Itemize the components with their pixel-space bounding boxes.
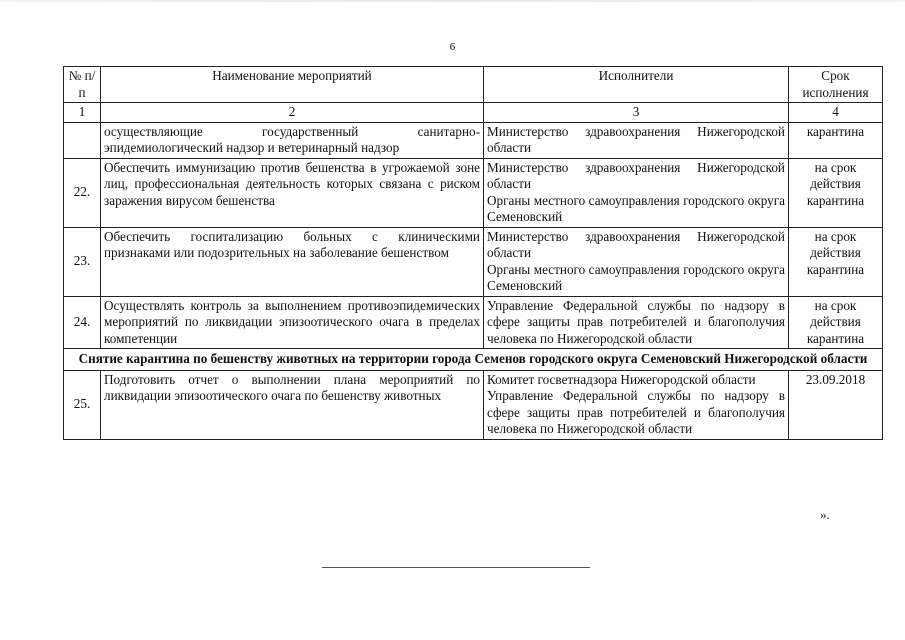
events-table (63, 66, 883, 440)
table-header-row (64, 67, 883, 103)
row-num: 22. (64, 158, 101, 227)
section-row (64, 349, 883, 371)
row-event-name: Осуществлять контроль за выполнением противоэпидемических мероприятий по ликвидации эпизоотического очага в пределах компетенции (101, 296, 484, 349)
row-executors (484, 296, 789, 349)
footer-divider (322, 567, 590, 568)
table-row (64, 122, 883, 158)
table-row (64, 296, 883, 349)
header-name: Наименование мероприятий (101, 67, 484, 103)
row-executors (484, 227, 789, 296)
row-executor: Управление Федеральной службы по надзору в сфере защиты прав потребителей и благополучия человека по Нижегородской области (487, 388, 785, 436)
header-term: Срок исполнения (789, 67, 883, 103)
column-number-row (64, 103, 883, 123)
row-term: на срок действия карантина (789, 227, 883, 296)
row-term: на срок действия карантина (789, 296, 883, 349)
column-number-4: 4 (789, 103, 883, 123)
row-executor: Министерство здравоохранения Нижегородской области (487, 159, 785, 191)
row-term: на срок действия карантина (789, 158, 883, 227)
row-executor: Министерство здравоохранения Нижегородской области (487, 123, 785, 155)
row-executors (484, 370, 789, 439)
row-term: 23.09.2018 (789, 370, 883, 439)
row-event-name: осуществляющие государственный санитарно-эпидемиологический надзор и ветеринарный надзор (101, 122, 484, 158)
table-row (64, 158, 883, 227)
row-executors (484, 122, 789, 158)
table-row (64, 227, 883, 296)
closing-quote-mark: ». (820, 507, 830, 522)
column-number-2: 2 (101, 103, 484, 123)
row-executor: Комитет госветнадзора Нижегородской области (487, 371, 756, 387)
row-event-name: Обеспечить госпитализацию больных с клиническими признаками или подозрительных на заболевание бешенством (101, 227, 484, 296)
row-executor: Органы местного самоуправления городского округа Семеновский (487, 261, 785, 293)
row-executor: Органы местного самоуправления городского округа Семеновский (487, 192, 785, 224)
row-num: 25. (64, 370, 101, 439)
column-number-3: 3 (484, 103, 789, 123)
row-num: 24. (64, 296, 101, 349)
page-number: 6 (449, 41, 456, 53)
table-row (64, 370, 883, 439)
row-num: 23. (64, 227, 101, 296)
header-executors: Исполнители (484, 67, 789, 103)
section-title: Снятие карантина по бешенству животных на территории города Семенов городского округа Семеновский Нижегородской области (64, 349, 883, 371)
row-event-name: Обеспечить иммунизацию против бешенства в угрожаемой зоне лиц, профессиональная деятельность которых связана с риском заражения вирусом бешенства (101, 158, 484, 227)
row-executor: Управление Федеральной службы по надзору в сфере защиты прав потребителей и благополучия человека по Нижегородской области (487, 297, 785, 346)
row-executor: Министерство здравоохранения Нижегородской области (487, 228, 785, 260)
row-executors (484, 158, 789, 227)
row-term: карантина (789, 122, 883, 158)
column-number-1: 1 (64, 103, 101, 123)
row-event-name: Подготовить отчет о выполнении плана мероприятий по ликвидации эпизоотического очага по бешенству животных (101, 370, 484, 439)
header-num: № п/п (64, 67, 101, 103)
row-num (64, 122, 101, 158)
scan-edge (0, 0, 905, 2)
